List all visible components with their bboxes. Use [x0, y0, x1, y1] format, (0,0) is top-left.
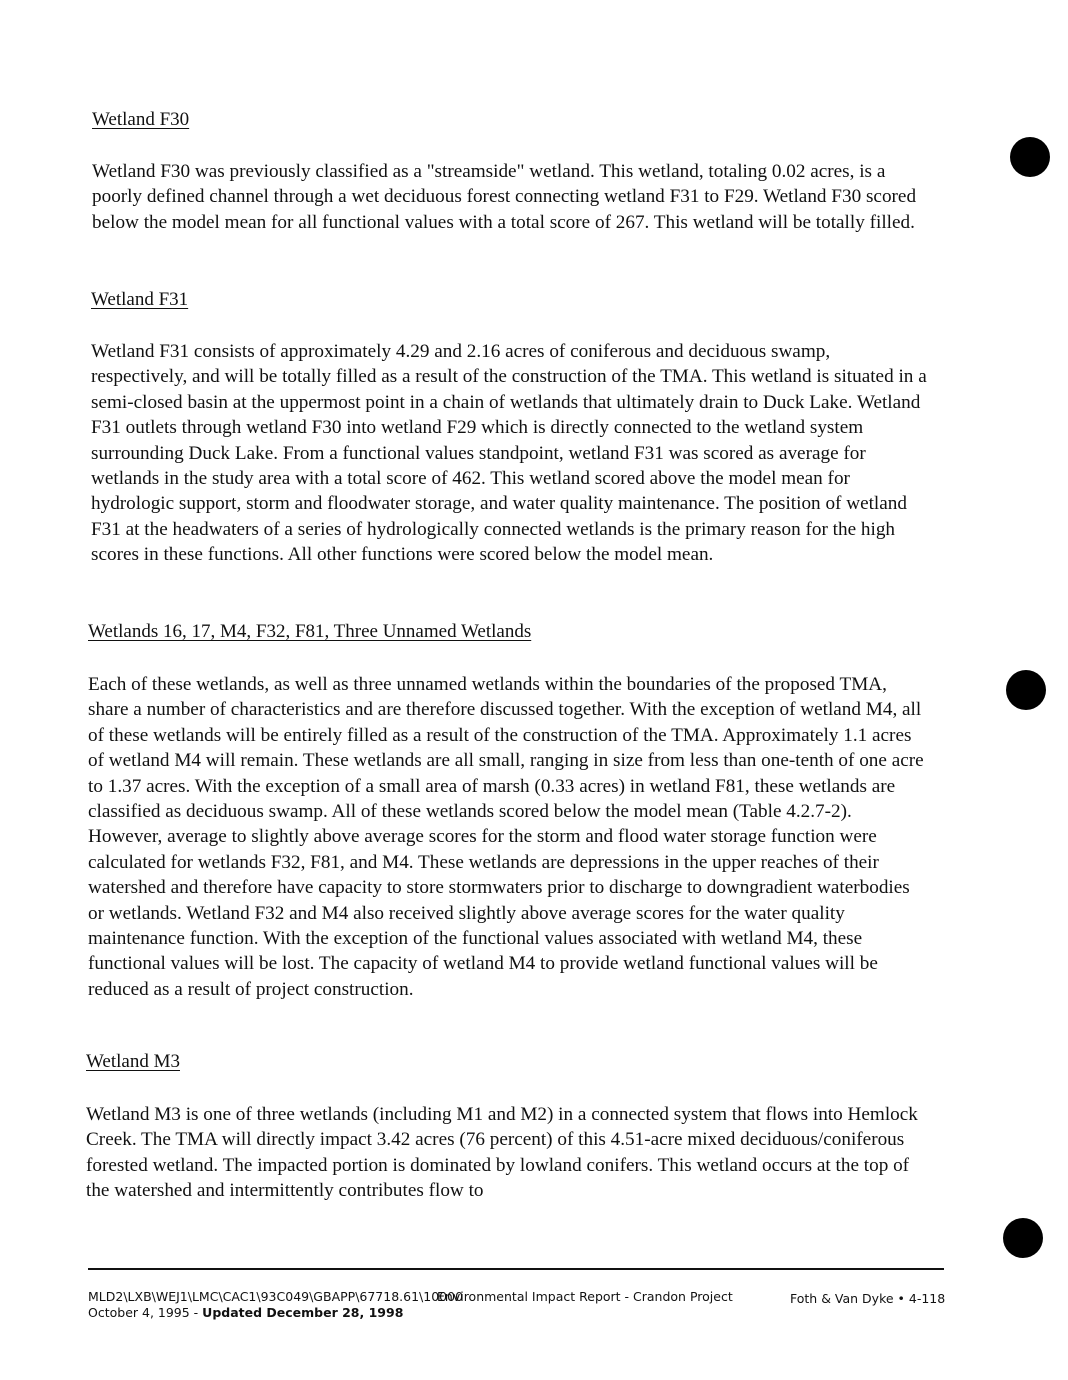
footer-date-updated: Updated December 28, 1998	[202, 1305, 404, 1320]
footer-path	[88, 1289, 463, 1305]
section-heading: Wetland M3	[86, 1051, 180, 1072]
section-body: Wetland F30 was previously classified as a "streamside" wetland. This wetland, totaling 0.02 acres, is a poorly defined channel through a wet deciduous forest connecting wetland F31 to F29. Wetland F30 scored below the model mean for all functional values with a total score of 267. This wetland will be totally filled.	[92, 161, 917, 233]
punch-hole-top	[1010, 137, 1050, 177]
section-heading: Wetland F30	[92, 109, 190, 130]
section-body: Each of these wetlands, as well as three unnamed wetlands within the boundaries of the proposed TMA, share a number of characteristics and are therefore discussed together. With the exception of wetland M4, all of these wetlands will be entirely filled as a result of the construction of the TMA. Approximately 1.1 acres of wetland M4 will remain. These wetlands are all small, ranging in size from less than one-tenth of one acre to 1.37 acres. With the exception of a small area of marsh (0.33 acres) in wetland F81, these wetlands are classified as deciduous swamp. All of these wetlands scored below the model mean (Table 4.2.7-2). However, average to slightly above average scores for the storm and flood water storage function were calculated for wetlands F32, F81, and M4. These wetlands are depressions in the upper reaches of their watershed and therefore have capacity to store stormwaters prior to discharge to downgradient waterbodies or wetlands. Wetland F32 and M4 also received slightly above average scores for the water quality maintenance function. With the exception of the functional values associated with wetland M4, these functional values will be lost. The capacity of wetland M4 to provide wetland functional values will be reduced as a result of project construction.	[88, 674, 924, 1000]
section-wetland-f31	[91, 288, 931, 568]
section-wetland-m3	[86, 1050, 926, 1204]
section-body: Wetland F31 consists of approximately 4.29 and 2.16 acres of coniferous and deciduous swamp, respectively, and will be totally filled as a result of the construction of the TMA. This wetland is situated in a semi-closed basin at the uppermost point in a chain of wetlands that ultimately drain to Duck Lake. Wetland F31 outlets through wetland F30 into wetland F29 which is directly connected to the wetland system surrounding Duck Lake. From a functional values standpoint, wetland F31 was scored as average for wetlands in the study area with a total score of 462. This wetland scored above the model mean for hydrologic support, storm and floodwater storage, and water quality maintenance. The position of wetland F31 at the headwaters of a series of hydrologically connected wetlands is the primary reason for the high scores in these functions. All other functions were scored below the model mean.	[91, 341, 927, 566]
section-wetlands-group	[88, 620, 928, 1002]
footer-company-page: Foth & Van Dyke • 4-118	[790, 1291, 946, 1306]
section-wetland-f30	[92, 108, 932, 235]
footer-rule	[88, 1268, 944, 1270]
footer-dates	[88, 1305, 403, 1321]
punch-hole-middle	[1006, 670, 1046, 710]
section-heading: Wetlands 16, 17, M4, F32, F81, Three Unnamed Wetlands	[88, 621, 532, 642]
footer-report-title: Environmental Impact Report - Crandon Project	[437, 1289, 733, 1304]
section-heading: Wetland F31	[91, 289, 189, 310]
footer-file-path: MLD2\LXB\WEJ1\LMC\CAC1\93C049\GBAPP\67718.61\10000	[88, 1289, 464, 1304]
punch-hole-bottom	[1003, 1218, 1043, 1258]
footer-date-original: October 4, 1995 -	[88, 1305, 203, 1320]
section-body: Wetland M3 is one of three wetlands (including M1 and M2) in a connected system that flows into Hemlock Creek. The TMA will directly impact 3.42 acres (76 percent) of this 4.51-acre mixed deciduous/coniferous forested wetland. The impacted portion is dominated by lowland conifers. This wetland occurs at the top of the watershed and intermittently contributes flow to	[86, 1104, 918, 1202]
